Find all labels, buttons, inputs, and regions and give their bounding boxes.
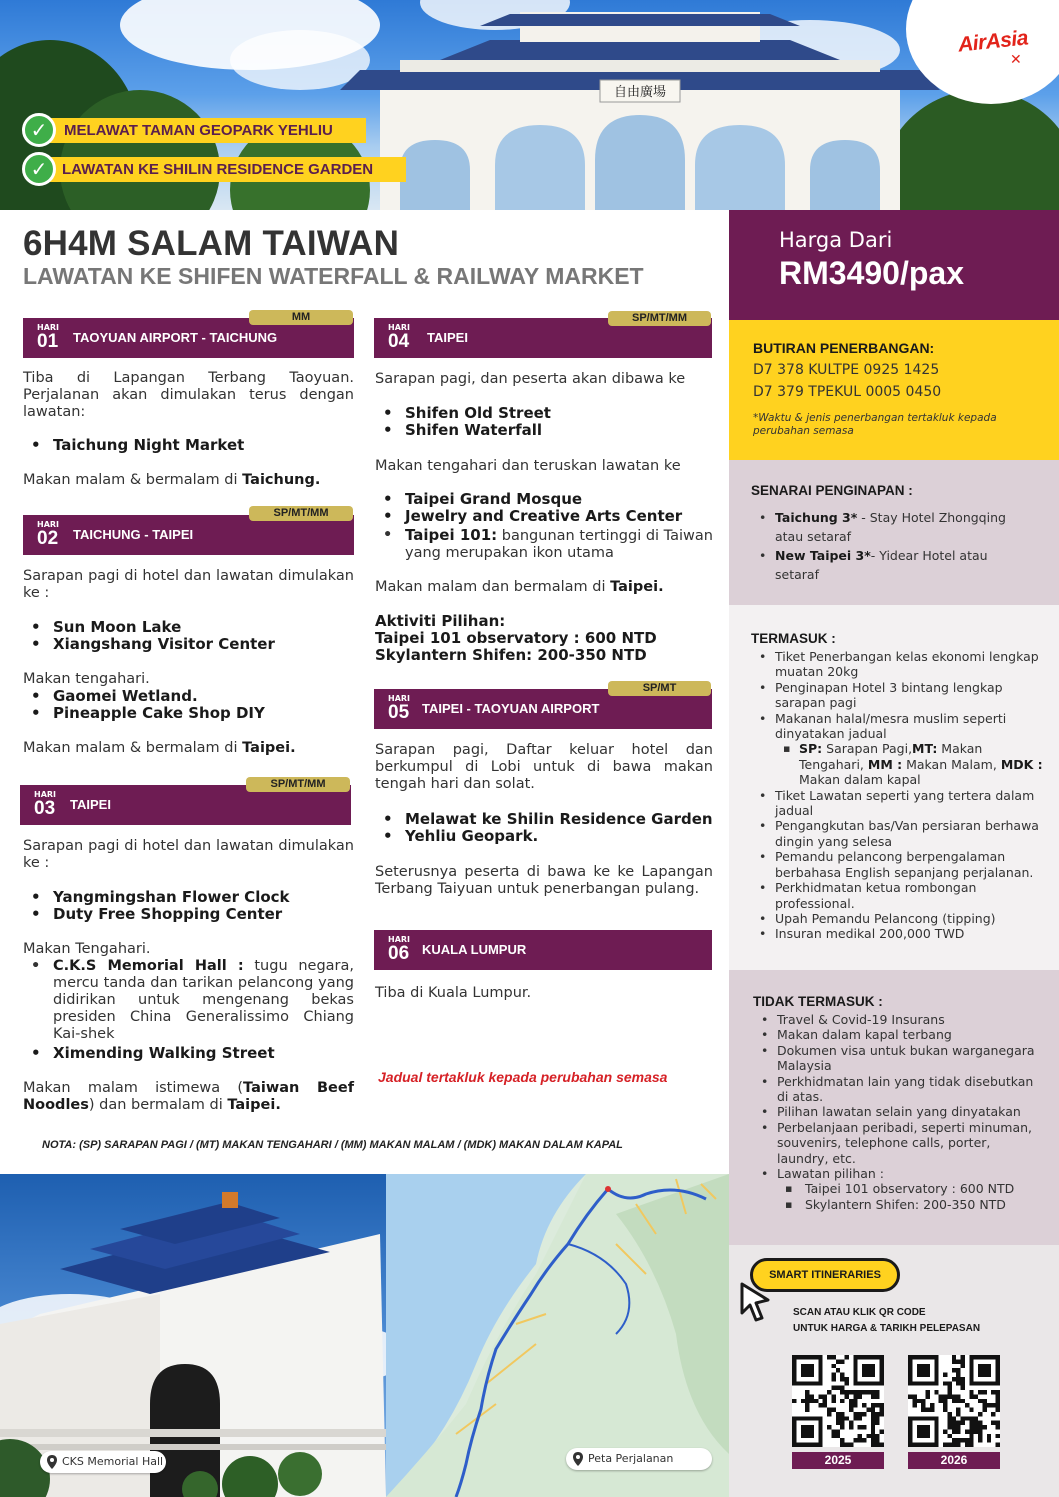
day-number: 03 [34,798,56,819]
text: tugu negara, mercu tanda dan tarikan pelancong yang didirikan untuk mengenang bekas presiden China Generalissimo Chiang Kai-shek [53,958,354,1042]
day-paragraph [23,740,354,757]
day-list [23,1045,354,1062]
qr-code-2025[interactable] [792,1355,884,1447]
text-bold: Taichung 3* [775,510,858,525]
list-item: • Tiket Lawatan seperti yang tertera dalam jadual [753,788,1047,819]
svg-text:自由廣場: 自由廣場 [613,85,667,100]
day-paragraph: Makan tengahari dan teruskan lawatan ke [375,458,681,474]
qr-label-2026: 2026 [908,1452,1000,1469]
text-bold: MT: [912,741,938,757]
optional-title: Aktiviti Pilihan: [375,612,506,630]
termasuk-title: TERMASUK : [751,631,836,646]
day-list [23,688,354,722]
day-title: KUALA LUMPUR [422,942,527,957]
text: Makan dalam kapal [799,772,921,788]
list-item: • Pilihan lawatan selain yang dinyatakan [755,1104,1045,1119]
route-map [386,1174,729,1497]
optional-item: Taipei 101 observatory : 600 NTD [375,629,657,647]
badge-yehliu [22,113,366,147]
text-bold: SP: [799,741,823,757]
scan-line: UNTUK HARGA & TARIKH PELEPASAN [793,1322,981,1334]
list-item: • Taipei Grand Mosque [375,491,713,508]
list-item: • Melawat ke Shilin Residence Garden [375,811,713,828]
list-item: • Perkhidmatan ketua rombongan professional. [753,880,1047,911]
location-pin-icon [47,1455,57,1469]
page-subtitle: LAWATAN KE SHIFEN WATERFALL & RAILWAY MARKET [23,263,644,289]
hotels-list [753,508,1013,584]
list-item: • Perkhidmatan lain yang tidak disebutkan di atas. [755,1074,1045,1105]
flight-line: D7 378 KULTPE 0925 1425 [753,362,940,378]
location-pin-icon [573,1452,583,1466]
list-item: • Travel & Covid-19 Insurans [755,1012,1045,1027]
meal-badge: SP/MT/MM [246,777,350,792]
list-item: • Makanan halal/mesra muslim seperti dinyatakan jadual [753,711,1047,742]
day-paragraph: Makan Tengahari. [23,941,151,957]
day-list [23,437,354,454]
day-title: TAIPEI - TAOYUAN AIRPORT [422,701,600,716]
optional-item: Skylantern Shifen: 200-350 NTD [375,646,647,664]
cks-location-label [40,1451,166,1473]
day-paragraph [375,579,713,596]
day-paragraph: Tiba di Lapangan Terbang Taoyuan. Perjalanan akan dimulakan terus dengan lawatan: [23,370,354,420]
tidak-termasuk-list [755,1012,1045,1212]
taipei101-list-item [375,527,713,562]
list-item: • Pengangkutan bas/Van persiaran berhawa dingin yang selesa [753,818,1047,849]
day-paragraph: Sarapan pagi di hotel dan lawatan dimulakan ke : [23,838,354,871]
label-text: Peta Perjalanan [588,1452,674,1465]
list-item: • Pineapple Cake Shop DIY [23,705,354,722]
text-bold: Taipei. [610,579,664,595]
list-item: • Perbelanjaan peribadi, seperti minuman, souvenirs, telephone calls, porter, laundry, etc. [755,1120,1045,1166]
day-hari-label: HARI [388,694,411,703]
cks-hall-illustration [0,1174,386,1497]
text: - Stay Hotel Zhongqing atau setaraf [775,510,1006,544]
text: Sarapan Pagi, [822,741,913,757]
day-number: 04 [388,331,410,352]
price-value: RM3490/pax [779,255,964,291]
smart-itineraries-button[interactable]: SMART ITINERARIES [750,1258,900,1292]
list-item: • Pemandu pelancong berpengalaman berbahasa English sepanjang perjalanan. [753,849,1047,880]
meal-legend-note: NOTA: (SP) SARAPAN PAGI / (MT) MAKAN TENGAHARI / (MM) MAKAN MALAM / (MDK) MAKAN DALAM KAPAL [42,1139,623,1151]
text: Makan Tengahari, [799,741,983,772]
list-item [753,546,1013,584]
tidak-termasuk-panel [729,970,1059,1245]
qr-code-2026[interactable] [908,1355,1000,1447]
list-item: • Duty Free Shopping Center [23,906,354,923]
day-paragraph [23,472,354,489]
day-list [23,889,354,923]
day-list [375,405,713,439]
day-number: 06 [388,943,410,964]
meal-badge: SP/MT [608,681,711,696]
sub-list-item: ▪ Skylantern Shifen: 200-350 NTD [755,1197,1045,1212]
label-text: CKS Memorial Hall [62,1455,164,1468]
check-icon: ✓ [22,113,56,147]
text: ) dan bermalam di [88,1097,228,1113]
day-hari-label: HARI [388,323,411,332]
text: Makan Malam, [902,756,1001,772]
list-item: • Lawatan pilihan : [755,1166,1045,1181]
day-hari-label: HARI [37,520,60,529]
day-number: 01 [37,331,59,352]
day-paragraph: Sarapan pagi di hotel dan lawatan dimulakan ke : [23,568,354,601]
text-bold: Taichung. [242,472,321,488]
list-item: • Taichung Night Market [23,437,354,454]
badge-text: LAWATAN KE SHILIN RESIDENCE GARDEN [48,157,406,182]
text-bold: New Taipei 3* [775,548,871,563]
optional-activities [375,613,713,664]
list-item: • Shifen Old Street [375,405,713,422]
day-number: 02 [37,528,59,549]
sub-list-item [753,741,1047,787]
text: - Yidear Hotel atau setaraf [775,548,988,582]
text: Makan malam dan bermalam di [375,579,611,595]
bullet: • [383,527,393,543]
day-paragraph: Sarapan pagi, dan peserta akan dibawa ke [375,371,686,387]
text: Makan malam istimewa ( [23,1080,244,1096]
check-icon: ✓ [22,152,56,186]
text: Makan malam & bermalam di [23,740,243,756]
day-paragraph: Sarapan pagi, Daftar keluar hotel dan berkumpul di Lobi untuk di bawa makan tengah hari dan solat. [375,742,713,792]
sub-list-item: ▪ Taipei 101 observatory : 600 NTD [755,1181,1045,1196]
text-bold: Taiwan Beef Noodles [23,1080,355,1113]
list-item: • Xiangshang Visitor Center [23,636,354,653]
list-item: • Upah Pemandu Pelancong (tipping) [753,911,1047,926]
price-label: Harga Dari [779,228,893,252]
meal-badge: MM [249,310,353,325]
list-item: • Tiket Penerbangan kelas ekonomi lengkap muatan 20kg [753,649,1047,680]
bullet: • [31,958,41,974]
day-hari-label: HARI [34,790,57,799]
text: Makan malam & bermalam di [23,472,243,488]
scan-line: SCAN ATAU KLIK QR CODE [793,1307,926,1318]
flight-details [729,320,1059,460]
cks-memorial-photo [0,1174,386,1497]
badge-shilin [22,152,406,186]
day-paragraph: Tiba di Kuala Lumpur. [375,985,532,1001]
list-item [753,508,1013,546]
text-bold: MDK : [1000,756,1043,772]
day-title: TAIPEI [70,797,111,812]
cursor-icon [738,1280,774,1324]
map-location-label [566,1448,712,1470]
day-hari-label: HARI [388,935,411,944]
qr-label-2025: 2025 [792,1452,884,1469]
hotels-panel [729,460,1059,605]
text: bangunan tertinggi di Taiwan yang merupakan ikon utama [405,528,713,561]
list-item: • Jewelry and Creative Arts Center [375,508,713,525]
day-list [375,491,713,525]
hero-banner [0,0,1059,210]
list-item: • Dokumen visa untuk bukan warganegara Malaysia [755,1043,1045,1074]
flight-line: D7 379 TPEKUL 0005 0450 [753,384,942,400]
list-item: • Makan dalam kapal terbang [755,1027,1045,1042]
flight-note: *Waktu & jenis penerbangan tertakluk kepada perubahan semasa [753,412,997,437]
meal-badge: SP/MT/MM [608,311,711,326]
day-header-06 [374,930,712,970]
price-box [729,210,1059,320]
list-item: • Gaomei Wetland. [23,688,354,705]
text-bold: Taipei. [242,740,296,756]
list-item: • Shifen Waterfall [375,422,713,439]
list-item: • Insuran medikal 200,000 TWD [753,926,1047,941]
day-title: TAOYUAN AIRPORT - TAICHUNG [73,330,278,345]
day-list [23,619,354,653]
day-paragraph: Seterusnya peserta di bawa ke ke Lapangan Terbang Taiyuan untuk penerbangan pulang. [375,864,713,897]
text-bold: Taipei 101: [405,526,498,544]
list-item: • Sun Moon Lake [23,619,354,636]
flight-title: BUTIRAN PENERBANGAN: [753,340,935,356]
liberty-gate-image [340,0,940,210]
page-title: 6H4M SALAM TAIWAN [23,224,400,263]
day-list [375,811,713,845]
text-bold: Taipei. [227,1097,281,1113]
day-paragraph [23,1080,354,1114]
list-item: • Yangmingshan Flower Clock [23,889,354,906]
airasia-logo: AirAsia [956,26,1029,57]
badge-text: MELAWAT TAMAN GEOPARK YEHLIU [48,118,366,143]
termasuk-panel [729,605,1059,970]
scan-instructions [793,1305,980,1336]
list-item: • Penginapan Hotel 3 bintang lengkap sarapan pagi [753,680,1047,711]
text-bold: MM : [867,756,903,772]
day-number: 05 [388,702,410,723]
schedule-note: Jadual tertakluk kepada perubahan semasa [378,1069,668,1085]
termasuk-list [753,649,1047,942]
day-paragraph: Makan tengahari. [23,671,150,687]
text-bold: C.K.S Memorial Hall : [53,958,244,974]
list-item: • Yehliu Geopark. [375,828,713,845]
day-title: TAICHUNG - TAIPEI [73,527,194,542]
day-title: TAIPEI [427,330,468,345]
cks-list-item [23,958,354,1043]
list-item: • Ximending Walking Street [23,1045,354,1062]
day-hari-label: HARI [37,323,60,332]
tidak-termasuk-title: TIDAK TERMASUK : [753,994,883,1009]
logo-x-icon: ✕ [1010,52,1022,68]
meal-badge: SP/MT/MM [249,506,353,521]
day-header-02 [23,515,354,555]
hotels-title: SENARAI PENGINAPAN : [751,483,913,498]
